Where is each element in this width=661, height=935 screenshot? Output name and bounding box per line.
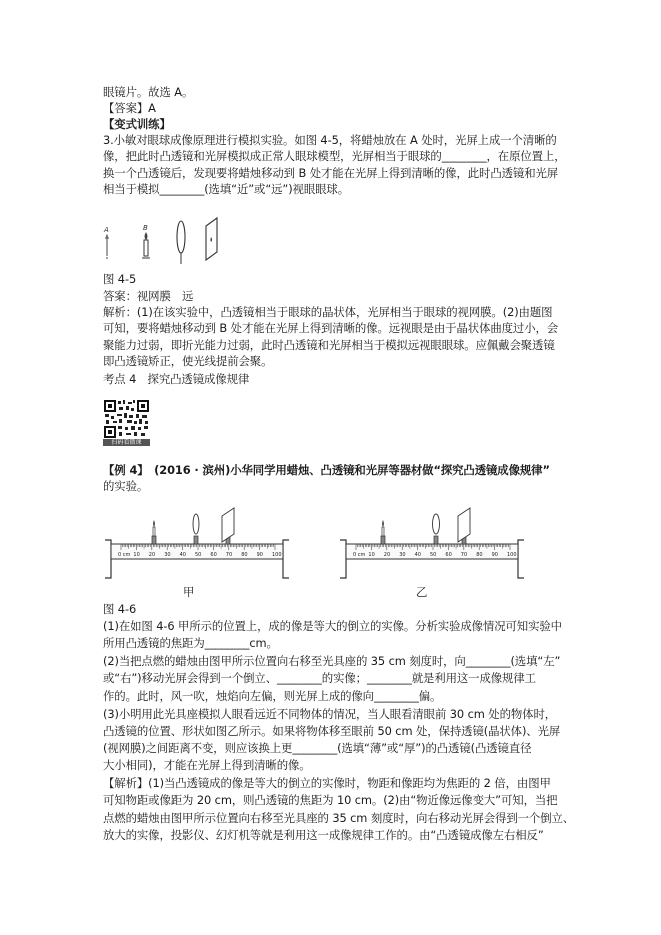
- analysis-line: 可知，要将蜡烛移动到 B 处才能在光屏上得到清晰的像。远视眼是由于晶状体曲度过小，会: [103, 321, 559, 335]
- figure-4-6-yi: [338, 506, 526, 580]
- analysis-line: 可知物距或像距为 20 cm，则凸透镜的焦距为 10 cm。(2)由“物近像远像变大”可知，当把: [103, 793, 558, 807]
- analysis-line: 即凸透镜矫正，使光线提前会聚。: [103, 354, 273, 368]
- bench-scale-label: 100: [507, 552, 517, 558]
- bench-scale-label: 40: [179, 552, 186, 558]
- bench-scale-label: 0 cm: [118, 552, 131, 558]
- section-heading: 考点 4 探究凸透镜成像规律: [103, 372, 250, 386]
- bench-scale-label: 30: [164, 552, 171, 558]
- question-line: (1)在如图 4-6 甲所示的位置上，成的像是等大的倒立的实像。分析实验成像情况可知实验中: [103, 619, 562, 633]
- convex-lens: [193, 514, 199, 534]
- bench-scale-label: 10: [368, 552, 375, 558]
- bench-scale-label: 80: [241, 552, 248, 558]
- figure-4-5: [103, 204, 233, 268]
- candle-holder: [152, 536, 156, 544]
- question-line: 相当于模拟________(选填“近”或“远”)视眼眼球。: [103, 182, 350, 196]
- bench-scale-label: 0 cm: [353, 552, 366, 558]
- light-screen: [458, 508, 470, 542]
- answer-line: 答案：视网膜 远: [103, 289, 194, 303]
- bench-scale-label: 40: [414, 552, 421, 558]
- question-line: 所用凸透镜的焦距为________cm。: [103, 636, 278, 650]
- question-line: (视网膜)之间距离不变，则应该换上更________(选填“薄”或“厚”)的凸透镜(凸透镜直径: [103, 741, 532, 755]
- bench-scale-label: 70: [225, 552, 233, 558]
- candle: [382, 527, 384, 536]
- bench-left-leg: [105, 540, 111, 578]
- bench-scale-label: 20: [383, 552, 391, 558]
- lens-holder: [434, 536, 438, 544]
- candle-b-flame: [145, 232, 148, 240]
- bench-scale-label: 20: [148, 552, 156, 558]
- text-line: 眼镜片。故选 A。: [103, 85, 194, 99]
- analysis-line: 【解析】(1)当凸透镜成的像是等大的倒立的实像时，物距和像距均为焦距的 2 倍，由图甲: [103, 776, 551, 790]
- answer-line: 【答案】A: [103, 101, 156, 115]
- question-line: (2)当把点燃的蜡烛由图甲所示位置向右移至光具座的 35 cm 刻度时，向________(选填“左”: [103, 654, 561, 668]
- question-line: 像，把此时凸透镜和光屏模拟成正常人眼球模型，光屏相当于眼球的________，在原位置上，: [103, 149, 566, 163]
- bench-scale-label: 30: [399, 552, 406, 558]
- candle-a-flame: [106, 234, 108, 238]
- light-screen: [222, 508, 234, 542]
- figure-caption: 图 4-5: [103, 272, 137, 286]
- question-line: 3.小敏对眼球成像原理进行模拟实验。如图 4-5，将蜡烛放在 A 处时，光屏上成一个清晰的: [103, 133, 557, 147]
- example-line-text: 【例 4】 (2016 · 滨州)小华同学用蜡烛、凸透镜和光屏等器材做“探究凸透镜成像规律”: [103, 463, 550, 477]
- bench-scale-label: 100: [272, 552, 282, 558]
- figure-label-jia: 甲: [183, 585, 195, 599]
- label-b: B: [143, 224, 148, 232]
- candle: [153, 527, 155, 536]
- figure-caption: 图 4-6: [103, 602, 137, 616]
- analysis-line: 解析：(1)在该实验中，凸透镜相当于眼球的晶状体，光屏相当于眼球的视网膜。(2)由题图: [103, 305, 553, 319]
- bench-right-leg: [283, 540, 289, 578]
- convex-lens: [177, 221, 185, 253]
- bench-scale-label: 60: [445, 552, 452, 558]
- qr-caption: 扫码看微课: [111, 439, 142, 446]
- section-heading: 【变式训练】: [103, 117, 171, 131]
- label-a: A: [104, 226, 109, 234]
- bench-scale-label: 80: [476, 552, 483, 558]
- analysis-line: 点燃的蜡烛由图甲所示位置向右移至光具座的 35 cm 刻度时，向右移动光屏会得到一个倒立、: [103, 811, 575, 825]
- candle-holder: [381, 536, 385, 544]
- example-line: [103, 463, 550, 477]
- bench-scale-label: 10: [133, 552, 140, 558]
- figure-4-6-jia: [103, 506, 291, 580]
- bench-scale-label: 90: [256, 552, 263, 558]
- convex-lens: [433, 514, 440, 534]
- candle-flame: [153, 520, 155, 527]
- figure-label-yi: 乙: [416, 585, 428, 599]
- analysis-line: 放大的实像，投影仪、幻灯机等就是利用这一成像规律工作的。由“凸透镜成像左右相反”: [103, 828, 544, 842]
- question-line: 或“右”)移动光屏会得到一个倒立、________的实像；________就是利用这一成像规律工: [103, 671, 536, 685]
- lens-holder: [194, 536, 198, 544]
- question-line: 大小相同)，才能在光屏上得到清晰的像。: [103, 758, 311, 772]
- question-line: 换一个凸透镜后，发现要将蜡烛移动到 B 处才能在光屏上得到清晰的像，此时凸透镜和光屏: [103, 166, 559, 180]
- bench-scale-label: 70: [460, 552, 468, 558]
- candle-flame: [382, 520, 384, 527]
- bench-scale-label: 50: [195, 552, 202, 558]
- bench-scale-label: 60: [210, 552, 217, 558]
- analysis-line: 聚能力过弱，即折光能力过弱，此时凸透镜和光屏相当于模拟远视眼眼球。应佩戴会聚透镜: [103, 338, 555, 352]
- question-line: 作的。此时，风一吹，烛焰向左偏，则光屏上成的像向________偏。: [103, 689, 442, 703]
- candle-a: [105, 238, 109, 258]
- candle-b: [144, 240, 148, 256]
- question-line: (3)小明用此光具座模拟人眼看远近不同物体的情况，当人眼看清眼前 30 cm 处的物体时，: [103, 707, 557, 721]
- question-line: 凸透镜的位置、形状如图乙所示。如果将物体移至眼前 50 cm 处，保持透镜(晶状体)、光屏: [103, 724, 561, 738]
- example-line: 的实验。: [103, 479, 149, 493]
- bench-scale-label: 90: [491, 552, 498, 558]
- bench-right-leg: [518, 540, 524, 578]
- bench-left-leg: [340, 540, 346, 578]
- bench-scale-label: 50: [430, 552, 437, 558]
